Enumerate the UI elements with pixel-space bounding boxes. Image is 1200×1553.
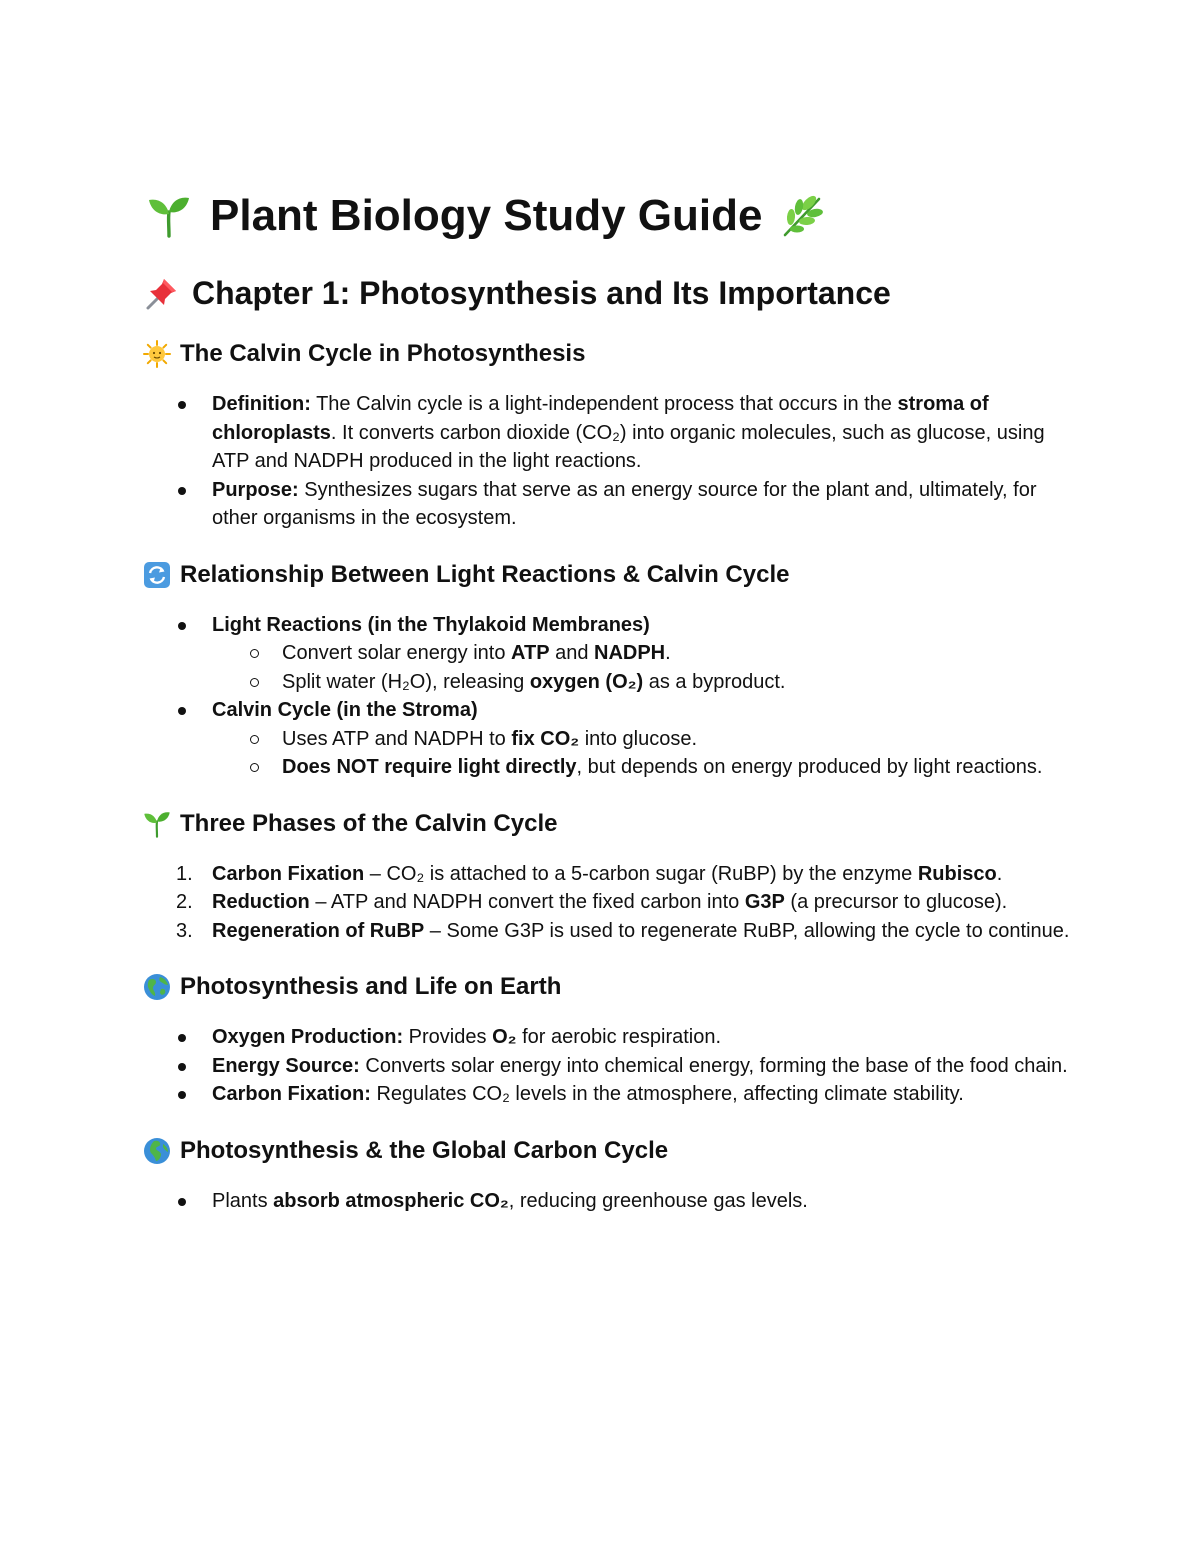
item-text: Split water (H₂O), releasing: [282, 670, 530, 693]
pushpin-icon: [142, 275, 182, 311]
chapter-title: Chapter 1: Photosynthesis and Its Importance: [192, 275, 891, 311]
item-text: .: [665, 642, 671, 664]
life-list: [142, 1023, 1072, 1109]
list-item: [142, 860, 1072, 889]
item-label: Carbon Fixation:: [212, 1083, 371, 1105]
item-number: 2.: [176, 891, 193, 913]
item-text: into glucose.: [579, 727, 698, 750]
item-text: (a precursor to glucose).: [784, 891, 1008, 913]
item-text: – ATP and NADPH convert the fixed carbon into: [309, 891, 745, 913]
item-label: Reduction: [212, 891, 310, 913]
section-title: Three Phases of the Calvin Cycle: [180, 809, 558, 837]
seedling-icon: [142, 194, 196, 238]
item-text: and: [549, 642, 595, 664]
bullet: [178, 487, 186, 495]
sun-face-icon: [142, 340, 172, 368]
relationship-list: [142, 611, 1072, 782]
herb-icon: [774, 193, 830, 239]
section-title: Photosynthesis and Life on Earth: [180, 973, 562, 1000]
item-bold: absorb atmospheric CO₂: [273, 1189, 509, 1212]
item-bold: G3P: [744, 891, 785, 913]
list-item: [142, 917, 1072, 946]
item-label: Purpose:: [212, 478, 299, 501]
item-text: Converts solar energy into chemical energy, forming the base of the food chain.: [359, 1054, 1068, 1077]
item-text: The Calvin cycle is a light-independent process that occurs in the: [310, 393, 898, 415]
phases-list: [142, 860, 1072, 946]
item-text: Uses ATP and NADPH to: [282, 727, 512, 750]
item-bold: oxygen (O₂): [529, 670, 644, 693]
item-text: .: [996, 862, 1003, 885]
sub-list-wrapper: [142, 725, 1072, 782]
item-text: , but depends on energy produced by light reactions.: [576, 756, 1043, 778]
item-bold: O₂: [492, 1026, 517, 1048]
section-heading-carbon: [142, 1135, 1072, 1167]
list-item: [142, 888, 1072, 917]
sub-list-item: [142, 668, 1072, 697]
globe-americas-icon: [142, 973, 172, 1001]
bullet: [178, 1198, 186, 1206]
item-label: Oxygen Production:: [212, 1026, 404, 1048]
list-item: [142, 1023, 1072, 1052]
item-text: Provides: [403, 1026, 493, 1048]
item-text: – CO₂ is attached to a 5-carbon sugar (RuBP) by the enzyme: [364, 862, 918, 885]
bullet: [178, 707, 186, 715]
sub-list-item: [142, 725, 1072, 754]
item-text: as a byproduct.: [643, 670, 786, 693]
item-bold: fix CO₂: [511, 727, 580, 750]
item-bold: NADPH: [594, 642, 666, 664]
list-item: [142, 476, 1072, 533]
item-text: for aerobic respiration.: [516, 1026, 722, 1048]
document-title: [142, 186, 1072, 246]
arrows-cycle-icon: [142, 561, 172, 589]
section-title: Relationship Between Light Reactions & Calvin Cycle: [180, 560, 790, 588]
section-heading-phases: [142, 808, 1072, 840]
seedling-icon: [142, 810, 172, 838]
bullet: [178, 1063, 186, 1071]
list-item: [142, 390, 1072, 476]
list-item: [142, 1052, 1072, 1081]
section-title: Photosynthesis & the Global Carbon Cycle: [180, 1136, 669, 1164]
item-text: Regulates CO₂ levels in the atmosphere, affecting climate stability.: [370, 1083, 964, 1105]
item-bold: stroma of chloroplasts: [212, 393, 989, 444]
item-label: Light Reactions (in the Thylakoid Membranes): [212, 613, 650, 636]
list-item: [142, 1187, 1072, 1216]
item-label: Energy Source:: [212, 1054, 360, 1077]
circle-bullet: [250, 735, 259, 744]
list-item: [142, 696, 1072, 725]
item-text: Plants: [212, 1189, 274, 1212]
globe-europe-africa-icon: [142, 1137, 172, 1165]
chapter-heading: [142, 272, 1072, 314]
sub-list-item: [142, 639, 1072, 668]
bullet: [178, 1034, 186, 1042]
title-text: Plant Biology Study Guide: [210, 191, 763, 240]
item-number: 1.: [176, 862, 193, 885]
item-bold: Does NOT require light directly: [282, 756, 577, 778]
section-heading-life: [142, 971, 1072, 1003]
sub-list: [142, 639, 1072, 696]
item-text: Convert solar energy into: [282, 642, 512, 664]
item-label: Regeneration of RuBP: [212, 919, 425, 942]
section-heading-relationship: [142, 559, 1072, 591]
item-bold: ATP: [511, 642, 550, 664]
list-item: [142, 611, 1072, 640]
bullet: [178, 401, 186, 409]
list-item: [142, 1080, 1072, 1109]
item-text: . It converts carbon dioxide (CO₂) into organic molecules, such as glucose, using ATP and NADPH produced in the light reactions.: [212, 421, 1045, 472]
item-text: , reducing greenhouse gas levels.: [508, 1189, 808, 1212]
sub-list-wrapper: [142, 639, 1072, 696]
circle-bullet: [250, 678, 259, 687]
section-title: The Calvin Cycle in Photosynthesis: [180, 340, 586, 367]
sub-list-item: [142, 753, 1072, 782]
item-text: Synthesizes sugars that serve as an energy source for the plant and, ultimately, for other organisms in the ecosystem.: [212, 478, 1037, 529]
item-number: 3.: [176, 919, 193, 942]
item-label: Carbon Fixation: [212, 862, 365, 885]
calvin-list: [142, 390, 1072, 533]
bullet: [178, 1091, 186, 1099]
circle-bullet: [250, 649, 259, 658]
sub-list: [142, 725, 1072, 782]
bullet: [178, 622, 186, 630]
document-content: [142, 186, 1072, 1215]
carbon-list: [142, 1187, 1072, 1216]
item-text: – Some G3P is used to regenerate RuBP, allowing the cycle to continue.: [424, 919, 1070, 942]
circle-bullet: [250, 763, 259, 772]
item-label: Calvin Cycle (in the Stroma): [212, 699, 478, 721]
item-label: Definition:: [212, 393, 311, 415]
item-bold: Rubisco: [917, 862, 997, 885]
section-heading-calvin: [142, 338, 1072, 370]
